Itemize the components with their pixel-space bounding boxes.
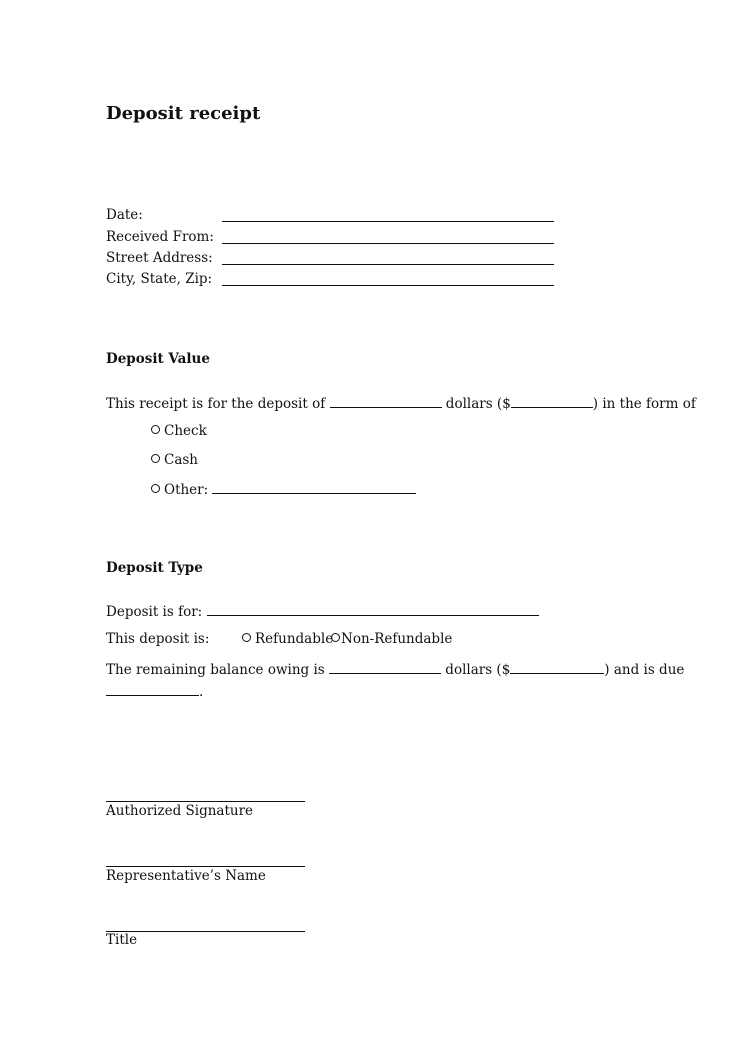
balance-dollars: dollars ($: [445, 662, 511, 678]
representative-name-label: Representative’s Name: [106, 868, 266, 884]
deposit-type-heading: Deposit Type: [106, 560, 203, 576]
city-state-zip-label: City, State, Zip:: [106, 271, 213, 287]
deposit-value-heading: Deposit Value: [106, 351, 210, 367]
radio-circle-icon[interactable]: [151, 454, 160, 463]
received-from-label: Received From:: [106, 229, 214, 245]
balance-prefix: The remaining balance owing is: [106, 662, 325, 678]
balance-amount-words-field[interactable]: [329, 662, 441, 674]
radio-circle-icon[interactable]: [331, 633, 340, 642]
non-refundable-label: Non-Refundable: [341, 631, 453, 647]
option-check-label: Check: [164, 423, 207, 439]
date-field[interactable]: [222, 221, 554, 222]
option-cash-label: Cash: [164, 452, 199, 468]
balance-sentence: [106, 662, 684, 678]
representative-name-line[interactable]: [106, 866, 305, 867]
option-refundable[interactable]: [242, 633, 333, 647]
balance-suffix: ) and is due: [604, 662, 685, 678]
due-date-period: .: [199, 684, 204, 700]
deposit-is-label: This deposit is:: [106, 631, 210, 647]
received-from-field[interactable]: [222, 243, 554, 244]
page-title: Deposit receipt: [106, 103, 261, 124]
balance-amount-number-field[interactable]: [510, 662, 604, 674]
deposit-amount-number-field[interactable]: [511, 396, 593, 408]
authorized-signature-line[interactable]: [106, 801, 305, 802]
deposit-amount-words-field[interactable]: [330, 396, 442, 408]
refundable-label: Refundable: [255, 631, 334, 647]
option-other-label: Other:: [164, 482, 209, 498]
radio-circle-icon[interactable]: [151, 425, 160, 434]
option-cash[interactable]: [151, 454, 198, 468]
deposit-sentence-suffix: ) in the form of: [592, 396, 696, 412]
deposit-for-label: Deposit is for:: [106, 604, 203, 620]
authorized-signature-label: Authorized Signature: [106, 803, 254, 819]
street-address-label: Street Address:: [106, 250, 213, 266]
option-check[interactable]: [151, 425, 207, 439]
option-non-refundable[interactable]: [331, 633, 452, 647]
due-date-row: [106, 684, 203, 700]
option-other[interactable]: [151, 482, 416, 498]
radio-circle-icon[interactable]: [151, 484, 160, 493]
deposit-for-row: [106, 604, 539, 620]
deposit-sentence-dollars: dollars ($: [445, 396, 511, 412]
due-date-field[interactable]: [106, 684, 199, 696]
street-address-field[interactable]: [222, 264, 554, 265]
title-label: Title: [106, 932, 138, 948]
deposit-value-sentence: [106, 396, 696, 412]
other-field[interactable]: [212, 482, 416, 494]
deposit-for-field[interactable]: [207, 604, 539, 616]
deposit-sentence-prefix: This receipt is for the deposit of: [106, 396, 326, 412]
radio-circle-icon[interactable]: [242, 633, 251, 642]
date-label: Date:: [106, 207, 143, 223]
city-state-zip-field[interactable]: [222, 285, 554, 286]
